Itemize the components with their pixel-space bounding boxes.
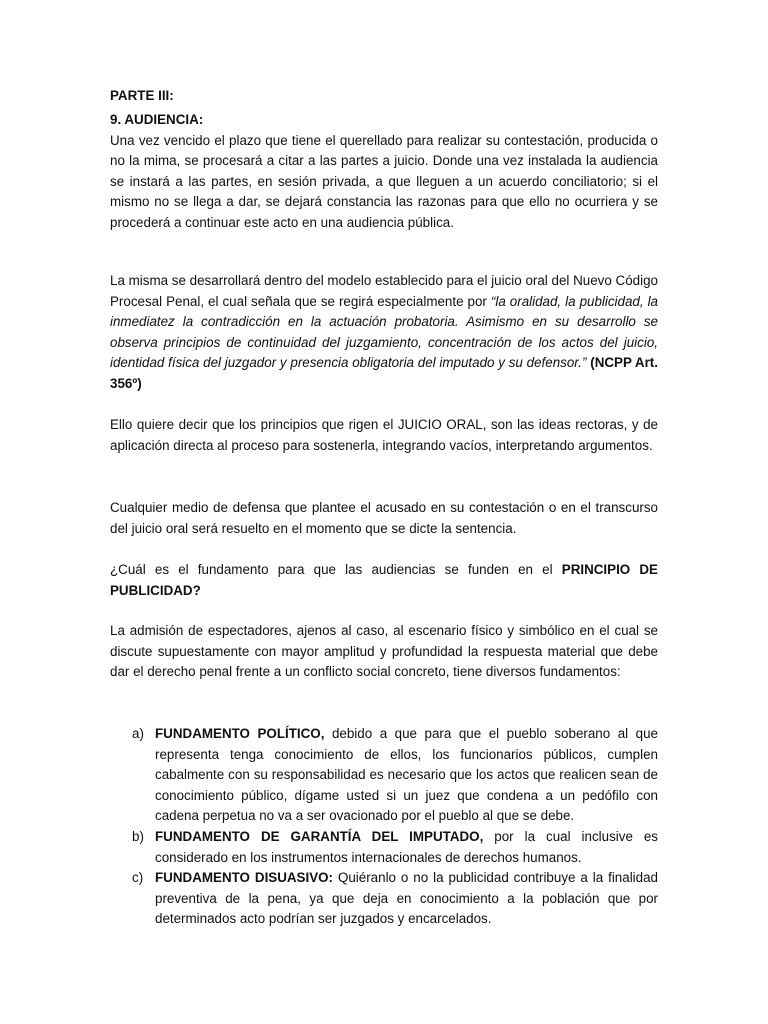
list-item: [110, 827, 658, 868]
list-item: [110, 724, 658, 827]
paragraph-admision: [110, 621, 658, 683]
list-item-text: por la cual inclusive es considerado en los instrumentos internacionales de derechos humanos.: [155, 828, 658, 865]
section-audiencia: [110, 110, 658, 234]
paragraph-modelo-lead: La misma se desarrollará dentro del modelo establecido para el juicio oral del Nuevo Código Procesal Penal, el cual señala que se regirá especialmente por: [110, 273, 658, 309]
paragraph-modelo: [110, 271, 658, 395]
list-item-title: FUNDAMENTO DISUASIVO:: [155, 870, 334, 886]
paragraph-admision-text: La admisión de espectadores, ajenos al caso, al escenario físico y simbólico en el cual se discute supuestamente con mayor amplitud y profundidad la respuesta material que debe dar el derecho penal frente a un conflicto social concreto, tiene diversos fundamentos:: [110, 623, 658, 680]
list-item-text: debido a que para que el pueblo soberano al que representa tenga conocimiento de ellos, los funcionarios públicos, cumplen cabalmente con su responsabilidad es necesario que los actos que realicen sean de conocimiento público, dígame usted si un juez que condena a un pedófilo con cadena perpetua no va a ser ovacionado por el pueblo al que se debe.: [155, 726, 658, 824]
list-item-title: FUNDAMENTO POLÍTICO,: [155, 726, 325, 741]
question-principio: PRINCIPIO DE PUBLICIDAD?: [110, 562, 658, 598]
ncpp-quote: “la oralidad, la publicidad, la inmediatez la contradicción en la actuación probatoria. Asimismo en su desarrollo se observa principios de continuidad del juzgamiento, concentración de los actos del juicio, identidad física del juzgador y presencia obligatoria del imputado y su defensor.”: [110, 293, 659, 371]
question-publicidad: [110, 560, 658, 601]
list-marker: b): [132, 828, 144, 844]
section-title: 9. AUDIENCIA:: [110, 112, 204, 127]
fundamentos-list: [110, 724, 658, 930]
paragraph-defensa-text: Cualquier medio de defensa que plantee el acusado en su contestación o en el transcurso del juicio oral será resuelto en el momento que se dicte la sentencia.: [110, 500, 658, 536]
list-marker: c): [132, 870, 144, 886]
part-title: [110, 86, 658, 107]
paragraph-principios-text: Ello quiere decir que los principios que rigen el JUICIO ORAL, son las ideas rectoras, y de aplicación directa al proceso para sostenerla, integrando vacíos, interpretando argumentos.: [110, 417, 658, 453]
list-item-text: Quiéranlo o no la publicidad contribuye a la finalidad preventiva de la pena, ya que deja en conocimiento a la población que por determinados acto podrían ser juzgados y encarcelados.: [155, 870, 658, 927]
list-item-title: FUNDAMENTO DE GARANTÍA DEL IMPUTADO,: [155, 828, 484, 844]
ncpp-reference: (NCPP Art. 356º): [110, 355, 658, 391]
list-marker: a): [132, 726, 144, 741]
paragraph-plazo: Una vez vencido el plazo que tiene el querellado para realizar su contestación, producida o no la mima, se procesará a citar a las partes a juicio. Donde una vez instalada la audiencia se instará a las partes, en sesión privada, a que lleguen a un acuerdo conciliatorio; si el mismo no se llega a dar, se dejará constancia las razonas para que ello no ocurriera y se procederá a continuar este acto en una audiencia pública.: [110, 132, 658, 230]
part-title-text: PARTE III:: [110, 88, 174, 103]
paragraph-principios: [110, 415, 658, 456]
paragraph-defensa: [110, 498, 658, 539]
question-lead: ¿Cuál es el fundamento para que las audiencias se funden en el: [110, 562, 562, 577]
list-item: [110, 868, 658, 930]
